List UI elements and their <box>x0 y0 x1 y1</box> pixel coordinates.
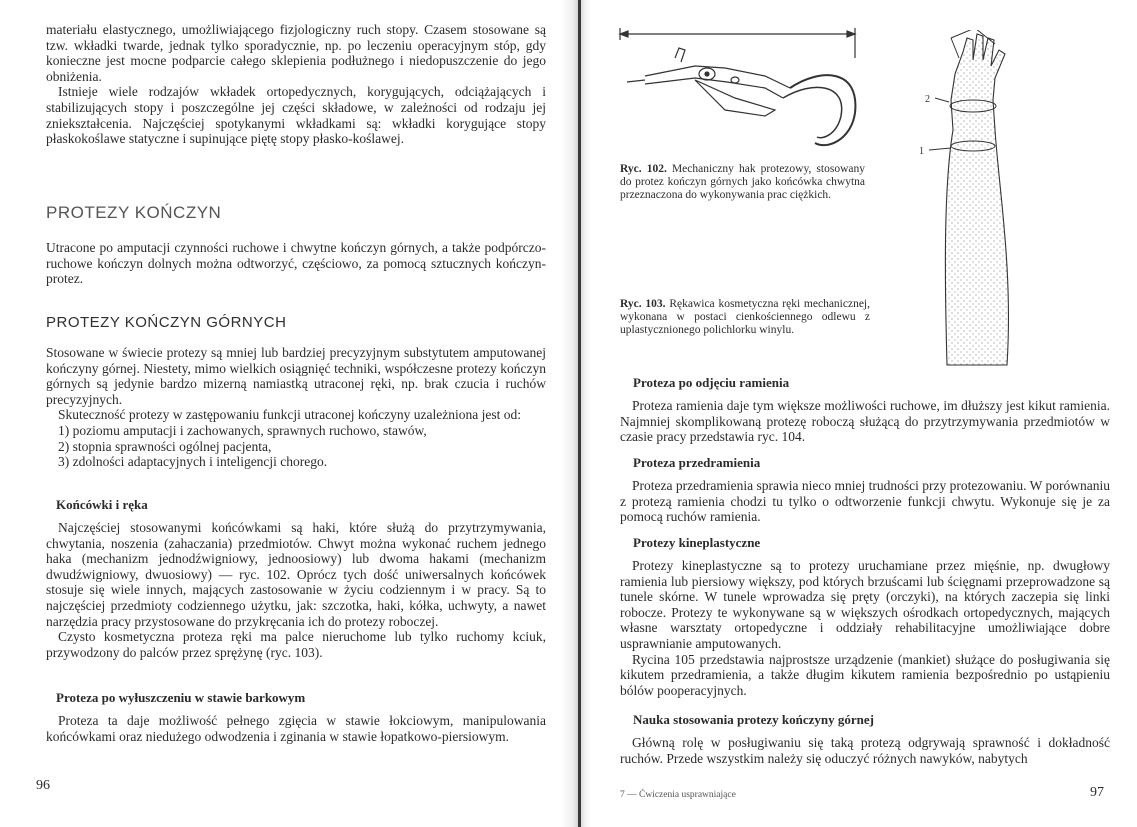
section-text <box>620 735 1110 766</box>
section-title: Protezy kineplastyczne <box>633 535 761 550</box>
condition-list <box>46 423 546 470</box>
section-title: PROTEZY KOŃCZYN GÓRNYCH <box>46 314 287 331</box>
page-footer: 7 — Ćwiczenia usprawniające <box>620 790 736 800</box>
section-paragraph: Protezy kineplastyczne są to protezy uruchamiane przez mięśnie, np. dwugłowy ramienia lub piersiowy większy, pod których brzuścami lub ścięgnami przeprowadzone są tunele skórne. W tunele wprowadza się pręty (orczyki), na których zaczepia się linki robocze. Protezy te wykonywane są w większych ośrodkach ortopedycznych, mających własne warsztaty ortopedyczne i oddziały rehabilitacyjne umożliwiające dobre usprawnianie amputowanych. <box>620 558 1110 651</box>
subsection-text <box>46 520 546 660</box>
glove-marker: 1 <box>919 146 924 157</box>
figure-102-text: Mechaniczny hak protezowy, stosowany do protez kończyn górnych jako końcówka chwytna przeznaczona do wykonywania prac ciężkich. <box>620 163 865 201</box>
figure-103-caption <box>620 298 870 337</box>
subsection-paragraph: Czysto kosmetyczna proteza ręki ma palce nieruchome lub tylko ruchomy kciuk, przywodzony do palców przez sprężynę (ryc. 103). <box>46 629 546 660</box>
chapter-title: PROTEZY KOŃCZYN <box>46 203 222 222</box>
intro-paragraph: Istnieje wiele rodzajów wkładek ortopedycznych, korygujących, odciążających i stabilizujących stopy i poszczególne jej części składowe, w zależności od rodzaju jej zniekształcenia. Najczęściej spotykanymi wkładkami są: wkładki korygujące stopy płaskokoślawe statyczne i supinujące piętę stopy płasko-koślawej. <box>46 84 546 147</box>
section-paragraph: Proteza przedramienia sprawia nieco mniej trudności przy protezowaniu. W porównaniu z protezą ramienia chodzi tu tylko o odtworzenie funkcji chwytu. Wykonuje się je za pomocą ruchów ramienia. <box>620 478 1110 525</box>
figure-102-caption <box>620 163 865 202</box>
list-item: 1) poziomu amputacji i zachowanych, sprawnych ruchowo, stawów, <box>58 422 427 438</box>
chapter-text <box>46 240 546 287</box>
section-title: Proteza przedramienia <box>633 455 761 470</box>
page-number: 96 <box>36 778 50 793</box>
list-item: 2) stopnia sprawności ogólnej pacjenta, <box>58 438 272 454</box>
intro-text <box>46 22 546 147</box>
subsection-paragraph: Najczęściej stosowanymi końcówkami są haki, które służą do przytrzymywania, chwytania, noszenia (zahaczania) przedmiotów. Chwyt można wykonać ruchem jednego haka (mechanizm jednodźwigniowy, jednoosiowy) lub dwoma hakami (mechanizm dwudźwigniowy, dwuosiowy) — ryc. 102. Oprócz tych dość uniwersalnych końcówek stosuje się wiele innych, mających zastosowanie w życiu codziennym i w pracy. Są to najczęściej przedmioty codziennego użytku, jak: szczotka, haki, kółka, uchwyty, a nawet narzędzia pracy przystosowane do przykręcania ich do protezy roboczej. <box>46 520 546 629</box>
section-paragraph: Skuteczność protezy w zastępowaniu funkcji utraconej kończyny uzależniona jest od: <box>58 407 521 423</box>
chapter-paragraph: Utracone po amputacji czynności ruchowe i chwytne kończyn górnych, a także podpórczo-ruchowe kończyn dolnych można odtworzyć, częściowo, za pomocą sztucznych kończyn-protez. <box>46 240 546 287</box>
page-number: 97 <box>1090 785 1104 800</box>
glove-illustration <box>915 30 1080 375</box>
figure-103-label: Ryc. 103. <box>620 298 666 310</box>
subsection-title: Proteza po wyłuszczeniu w stawie barkowym <box>56 690 306 705</box>
section-paragraph: Rycina 105 przedstawia najprostsze urządzenie (mankiet) służące do posługiwania się kikutem przedramienia, a także długim kikutem ramienia bezpośrednio po ustąpieniu bólów pooperacyjnych. <box>620 651 1110 698</box>
intro-paragraph: materiału elastycznego, umożliwiającego fizjologiczny ruch stopy. Czasem stosowane są tzw. wkładki twarde, jednak tylko sporadycznie, np. po leczeniu operacyjnym stóp, gdy konieczne jest mocne podparcie całego sklepienia podłużnego i niedopuszczenie do jego obniżenia. <box>46 22 546 84</box>
right-page <box>575 0 1137 827</box>
figure-102-label: Ryc. 102. <box>620 163 667 175</box>
subsection-text <box>46 713 546 744</box>
section-paragraph: Stosowane w świecie protezy są mniej lub bardziej precyzyjnym substytutem amputowanej kończyny górnej. Niestety, mimo wielkich osiągnięć techniki, współczesne protezy kończyn górnych są jedynie bardzo mizerną namiastką utraconej ręki, np. brak czucia i ruchów precyzyjnych. <box>46 345 546 407</box>
section-paragraph: Proteza ramienia daje tym większe możliwości ruchowe, im dłuższy jest kikut ramienia. Najmniej skomplikowaną protezę roboczą służącą do przytrzymywania przedmiotów w czasie pracy przedstawia ryc. 104. <box>620 398 1110 445</box>
section-text <box>620 478 1110 525</box>
section-paragraph: Główną rolę w posługiwaniu się taką protezą odgrywają sprawność i dokładność ruchów. Przede wszystkim należy się oduczyć różnych nawyków, nabytych <box>620 735 1110 766</box>
list-item: 3) zdolności adaptacyjnych i inteligencji chorego. <box>58 454 328 470</box>
section-text <box>620 558 1110 698</box>
section-text <box>620 398 1110 445</box>
section-title: Proteza po odjęciu ramienia <box>633 375 790 390</box>
section-title: Nauka stosowania protezy kończyny górnej <box>633 712 874 727</box>
subsection-title: Końcówki i ręka <box>56 497 148 512</box>
section-text <box>46 345 546 470</box>
subsection-paragraph: Proteza ta daje możliwość pełnego zgięcia w stawie łokciowym, manipulowania końcówkami oraz niedużego odwodzenia i zginania w stawie łopatkowo-piersiowym. <box>46 713 546 744</box>
glove-marker: 2 <box>925 94 930 105</box>
hook-illustration <box>615 18 865 158</box>
figure-103-text: Rękawica kosmetyczna ręki mechanicznej, wykonana w postaci cienkościennego odlewu z uplastycznionego polichlorku winylu. <box>620 298 870 336</box>
